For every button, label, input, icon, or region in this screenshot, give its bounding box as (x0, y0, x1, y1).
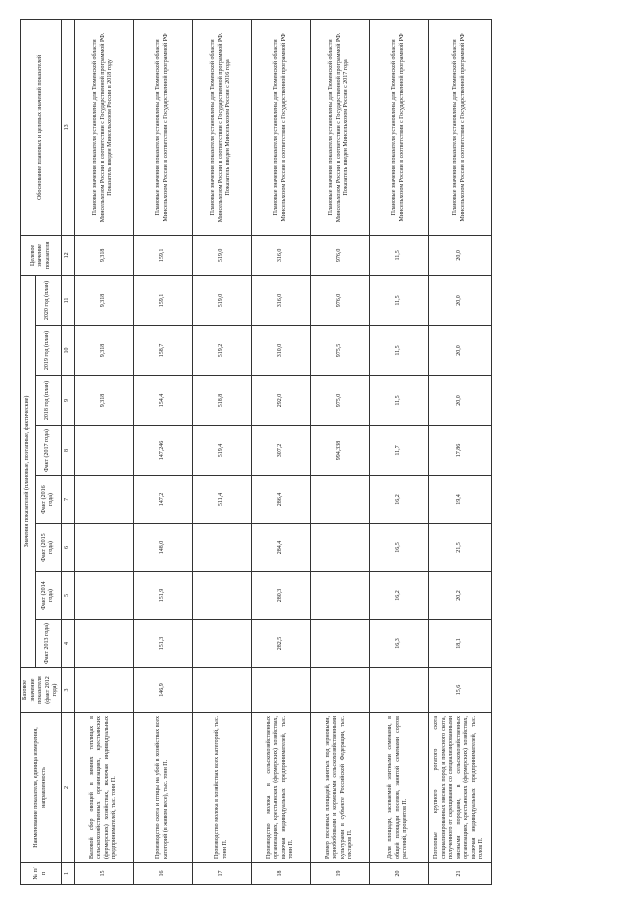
value-cell: 975,5 (310, 326, 369, 376)
value-cell: 16,3 (369, 620, 428, 668)
value-cell: 159,1 (133, 275, 192, 325)
value-cell: 17,86 (428, 426, 491, 476)
value-cell (74, 620, 133, 668)
index-cell: 9 (61, 376, 74, 426)
value-cell: 154,4 (133, 376, 192, 426)
value-cell (74, 668, 133, 713)
header-year: Факт (2014 года) (35, 572, 61, 620)
value-cell: 16,2 (369, 572, 428, 620)
header-year: Факт 2013 года) (35, 620, 61, 668)
target-cell: 976,0 (310, 235, 369, 275)
index-cell: 2 (61, 713, 74, 863)
basis-cell: Плановые значения показателя установлены для Тюменской области Минсельхозом России в соответствии с Государственной программой РФ (428, 19, 491, 235)
index-cell: 13 (61, 19, 74, 235)
value-cell (192, 620, 251, 668)
indicator-name: Доля площади, засеваемой элитными семенами, в общей площади посевов, занятой семенами сортов растений, процентов П. (369, 713, 428, 863)
target-cell: 9,318 (74, 235, 133, 275)
index-cell: 5 (61, 572, 74, 620)
row-number: 15 (74, 863, 133, 885)
value-cell (74, 426, 133, 476)
value-cell: 151,3 (133, 620, 192, 668)
value-cell: 310,0 (251, 326, 310, 376)
value-cell: 11,7 (369, 426, 428, 476)
value-cell: 20,2 (428, 572, 491, 620)
target-cell: 519,0 (192, 235, 251, 275)
value-cell: 16,5 (369, 524, 428, 572)
value-cell: 518,8 (192, 376, 251, 426)
indicator-name: Производство молока в сельскохозяйственных организациях, крестьянских (фермерских) хозяйствах, включая индивидуальных предпринимателей, тыс. тонн П. (251, 713, 310, 863)
target-cell: 316,0 (251, 235, 310, 275)
value-cell: 292,0 (251, 376, 310, 426)
value-cell: 20,0 (428, 275, 491, 325)
basis-cell: Плановые значения показателя установлены для Тюменской области Минсельхозом России в соответствии с Государственной программой РФ (133, 19, 192, 235)
indicator-name: Производство скота и птицы на убой в хозяйствах всех категорий (в живом весе), тыс. тонн П. (133, 713, 192, 863)
value-cell: 15,6 (428, 668, 491, 713)
value-cell: 307,2 (251, 426, 310, 476)
indicator-name: Производство молока в хозяйствах всех категорий, тыс. тонн П. (192, 713, 251, 863)
value-cell (251, 668, 310, 713)
value-cell: 519,4 (192, 426, 251, 476)
index-cell: 6 (61, 524, 74, 572)
header-target: Целевое значение показателя (21, 235, 62, 275)
value-cell (310, 476, 369, 524)
index-cell: 3 (61, 668, 74, 713)
header-year: 2019 год (план) (35, 326, 61, 376)
indicators-table (20, 19, 492, 885)
header-group: Значения показателей (плановые, поэтапные, фактические) (21, 275, 36, 667)
index-cell: 4 (61, 620, 74, 668)
target-cell: 11,5 (369, 235, 428, 275)
value-cell: 11,5 (369, 275, 428, 325)
index-cell: 11 (61, 275, 74, 325)
table-row (74, 19, 133, 884)
row-number: 17 (192, 863, 251, 885)
header-year: 2020 год (план) (35, 275, 61, 325)
header-row-1 (21, 19, 36, 884)
header-base: Базовое значение показателя (факт 2012 года) (21, 668, 62, 713)
value-cell: 20,0 (428, 326, 491, 376)
header-name: Наименование показателя, единица измерения, направленность (21, 713, 62, 863)
row-number: 21 (428, 863, 491, 885)
table-row (369, 19, 428, 884)
table-row (310, 19, 369, 884)
value-cell: 994,338 (310, 426, 369, 476)
value-cell (310, 668, 369, 713)
value-cell: 975,0 (310, 376, 369, 426)
indicator-name: Размер посевных площадей, занятых под зерновыми, зернобобовыми и кормовыми сельскохозяйственными культурами в субъекте Российской Федерации, тыс. гектаров П. (310, 713, 369, 863)
value-cell (192, 524, 251, 572)
basis-cell: Плановые значения показателя установлены для Тюменской области Минсельхозом России в соответствии с Государственной программой РФ (369, 19, 428, 235)
row-number: 18 (251, 863, 310, 885)
value-cell: 19,4 (428, 476, 491, 524)
index-cell: 7 (61, 476, 74, 524)
rotated-table-wrapper (20, 20, 620, 885)
table-row (133, 19, 192, 884)
value-cell: 158,7 (133, 326, 192, 376)
value-cell: 9,318 (74, 275, 133, 325)
value-cell: 284,4 (251, 524, 310, 572)
value-cell: 9,318 (74, 326, 133, 376)
index-cell: 1 (61, 863, 74, 885)
index-cell: 12 (61, 235, 74, 275)
target-cell: 20,0 (428, 235, 491, 275)
value-cell: 976,0 (310, 275, 369, 325)
value-cell (310, 620, 369, 668)
value-cell (192, 572, 251, 620)
index-cell: 10 (61, 326, 74, 376)
value-cell: 286,4 (251, 476, 310, 524)
value-cell (74, 524, 133, 572)
value-cell: 11,5 (369, 326, 428, 376)
value-cell: 20,0 (428, 376, 491, 426)
value-cell: 9,318 (74, 376, 133, 426)
indicator-name: Поголовье крупного рогатого скота специализированных мясных пород и помесного скота, полученного от скрещивания со специализированными мясными породами, в сельскохозяйственных организациях, крестьянских (фермерских) хозяйствах, включая индивидуальных предпринимателей, тыс. голов П. (428, 713, 491, 863)
value-cell (74, 476, 133, 524)
value-cell: 16,2 (369, 476, 428, 524)
value-cell: 146,9 (133, 668, 192, 713)
value-cell: 519,2 (192, 326, 251, 376)
value-cell: 18,1 (428, 620, 491, 668)
value-cell: 316,0 (251, 275, 310, 325)
header-basis: Обоснование плановых и целевых значений показателей (21, 19, 62, 235)
value-cell (310, 524, 369, 572)
row-number: 19 (310, 863, 369, 885)
value-cell: 11,5 (369, 376, 428, 426)
basis-cell: Плановые значения показателя установлены для Тюменской области Минсельхозом России в соответствии с Государственной программой РФ. Показатель введен Минсельхозом России с 2016 года (192, 19, 251, 235)
header-year: Факт (2016 года) (35, 476, 61, 524)
table-row (428, 19, 491, 884)
value-cell (369, 668, 428, 713)
value-cell: 147,2 (133, 476, 192, 524)
header-year: 2018 год (план) (35, 376, 61, 426)
header-no: № п/п (21, 863, 62, 885)
value-cell: 511,4 (192, 476, 251, 524)
value-cell: 519,0 (192, 275, 251, 325)
row-number: 20 (369, 863, 428, 885)
header-year: Факт (2015 года) (35, 524, 61, 572)
value-cell: 148,0 (133, 524, 192, 572)
index-cell: 8 (61, 426, 74, 476)
value-cell: 282,5 (251, 620, 310, 668)
value-cell (192, 668, 251, 713)
value-cell (310, 572, 369, 620)
index-row (61, 19, 74, 884)
basis-cell: Плановые значения показателя установлены для Тюменской области Минсельхозом России в соответствии с Государственной программой РФ. Показатель введен Минсельхозом России с 2017 года (310, 19, 369, 235)
value-cell (74, 572, 133, 620)
indicator-name: Валовой сбор овощей в зимних теплицах в сельскохозяйственных организациях, крестьянских (фермерских) хозяйствах, включая индивидуальных предпринимателей, тыс. тонн П. (74, 713, 133, 863)
basis-cell: Плановые значения показателя установлены для Тюменской области Минсельхозом России в соответствии с Государственной программой РФ (251, 19, 310, 235)
table-row (192, 19, 251, 884)
target-cell: 159,1 (133, 235, 192, 275)
value-cell: 280,3 (251, 572, 310, 620)
value-cell: 21,5 (428, 524, 491, 572)
row-number: 16 (133, 863, 192, 885)
table-row (251, 19, 310, 884)
basis-cell: Плановые значения показателя установлены для Тюменской области Минсельхозом России в соответствии с Государственной программой РФ. Показатель введен Минсельхозом России в 2018 году (74, 19, 133, 235)
header-year: Факт (2017 года) (35, 426, 61, 476)
value-cell: 151,9 (133, 572, 192, 620)
value-cell: 147,246 (133, 426, 192, 476)
